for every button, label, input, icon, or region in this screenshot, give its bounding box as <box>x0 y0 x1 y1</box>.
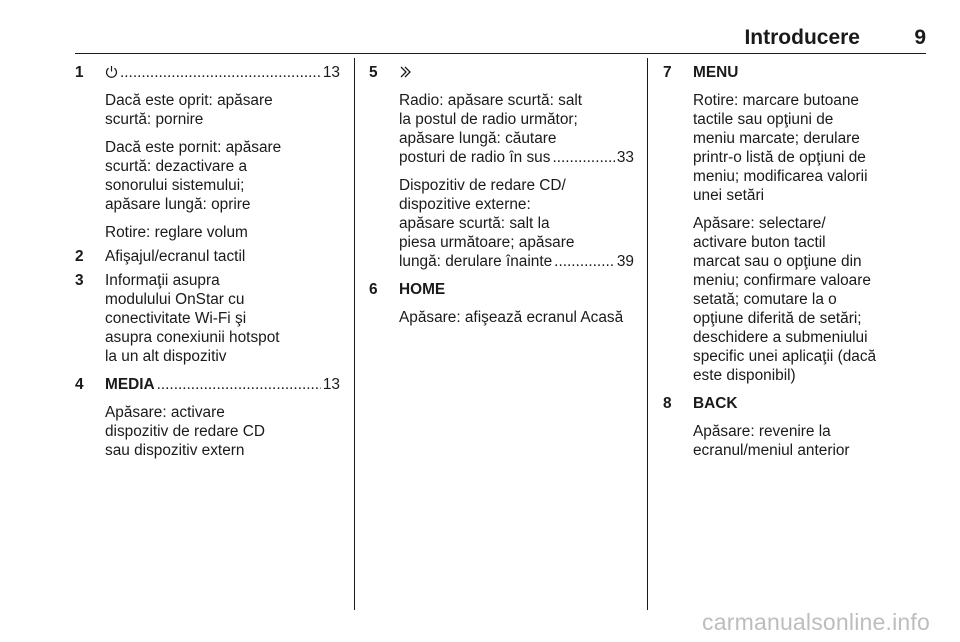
leader-dots <box>157 375 321 394</box>
header-rule <box>75 53 926 54</box>
page-ref: 39 <box>616 253 634 270</box>
text-line: setată; comutare la o <box>693 291 837 308</box>
column-2 <box>369 63 634 327</box>
text-line: opţiune diferită de setări; <box>693 310 862 327</box>
text-line: posturi de radio în sus <box>399 149 551 166</box>
page-title: Introducere <box>744 26 860 49</box>
text-line: unei setări <box>693 187 765 204</box>
item-number: 8 <box>663 395 672 412</box>
list-item-2 <box>75 247 340 266</box>
list-item-3 <box>75 271 340 366</box>
paragraph <box>693 91 893 205</box>
text-line: dispozitiv de redare CD <box>105 423 265 440</box>
text-line: piesa următoare; apăsare <box>399 234 575 251</box>
item-number: 5 <box>369 64 378 81</box>
text-line: meniu; modificarea valorii <box>693 168 868 185</box>
text-line: activare buton tactil <box>693 234 826 251</box>
item-1-heading <box>105 63 340 82</box>
text-line: Dispozitiv de redare CD/ <box>399 177 566 194</box>
column-divider <box>354 58 355 610</box>
list-item-6 <box>369 280 634 327</box>
leader-dots <box>120 63 321 82</box>
item-label: BACK <box>693 395 738 412</box>
text-line: meniu marcate; derulare <box>693 130 860 147</box>
text-line: lungă: derulare înainte <box>399 253 553 270</box>
list-item-7 <box>663 63 893 385</box>
text-line: Rotire: marcare butoane <box>693 92 859 109</box>
text-line: Dacă este oprit: apăsare <box>105 92 273 109</box>
text-line: asupra conexiunii hotspot <box>105 329 280 346</box>
paragraph <box>399 176 634 271</box>
text-line <box>399 148 634 167</box>
text-line: specific unei aplicaţii (dacă <box>693 348 877 365</box>
text-line: conectivitate Wi-Fi şi <box>105 310 247 327</box>
text-line: ecranul/meniul anterior <box>693 442 850 459</box>
text-line: modulului OnStar cu <box>105 291 245 308</box>
leader-dots <box>554 252 615 271</box>
text-line: Apăsare: selectare/ <box>693 215 826 232</box>
list-item-1 <box>75 63 340 242</box>
text-line: sonorului sistemului; <box>105 177 245 194</box>
item-label: MEDIA <box>105 376 155 393</box>
paragraph <box>105 91 340 129</box>
text-line: tactile sau opţiuni de <box>693 111 834 128</box>
item-number: 3 <box>75 272 84 289</box>
text-line: printr-o listă de opţiuni de <box>693 149 866 166</box>
text-line: scurtă: dezactivare a <box>105 158 248 175</box>
page-ref: 13 <box>322 64 340 81</box>
item-5-heading <box>399 63 634 82</box>
column-3 <box>663 63 893 460</box>
text-line: Radio: apăsare scurtă: salt <box>399 92 583 109</box>
text-line: Apăsare: afişează ecranul Acasă <box>399 309 624 326</box>
text-line: Afişajul/ecranul tactil <box>105 248 246 265</box>
next-track-icon <box>399 64 413 81</box>
paragraph <box>693 214 893 385</box>
page-ref: 33 <box>616 149 634 166</box>
text-line: apăsare lungă: căutare <box>399 130 557 147</box>
item-number: 1 <box>75 64 84 81</box>
list-item-8 <box>663 394 893 460</box>
column-1 <box>75 63 340 460</box>
text-line: apăsare lungă: oprire <box>105 196 251 213</box>
column-divider <box>647 58 648 610</box>
item-label: HOME <box>399 281 446 298</box>
item-number: 6 <box>369 281 378 298</box>
paragraph <box>105 138 340 214</box>
text-line: scurtă: pornire <box>105 111 204 128</box>
paragraph <box>399 91 634 167</box>
item-number: 2 <box>75 248 84 265</box>
text-line: Dacă este pornit: apăsare <box>105 139 282 156</box>
item-number: 4 <box>75 376 84 393</box>
text-line: la postul de radio următor; <box>399 111 578 128</box>
item-label: MENU <box>693 64 739 81</box>
text-line: este disponibil) <box>693 367 796 384</box>
list-item-5 <box>369 63 634 271</box>
page-number: 9 <box>914 26 926 49</box>
paragraph <box>105 403 340 460</box>
text-line <box>399 252 634 271</box>
text-line: Apăsare: activare <box>105 404 225 421</box>
list-item-4 <box>75 375 340 460</box>
text-line: Informaţii asupra <box>105 272 220 289</box>
text-line: la un alt dispozitiv <box>105 348 227 365</box>
paragraph <box>693 422 893 460</box>
watermark: carmanualsonline.info <box>702 609 930 635</box>
page-ref: 13 <box>322 376 340 393</box>
text-line: meniu; confirmare valoare <box>693 272 871 289</box>
leader-dots <box>552 148 614 167</box>
item-number: 7 <box>663 64 672 81</box>
power-icon <box>105 63 118 82</box>
text-line: Rotire: reglare volum <box>105 224 248 241</box>
text-line: sau dispozitiv extern <box>105 442 245 459</box>
text-line: apăsare scurtă: salt la <box>399 215 550 232</box>
text-line: marcat sau o opţiune din <box>693 253 862 270</box>
text-line: Apăsare: revenire la <box>693 423 831 440</box>
text-line: deschidere a submeniului <box>693 329 868 346</box>
text-line: dispozitive externe: <box>399 196 531 213</box>
item-4-heading <box>105 375 340 394</box>
